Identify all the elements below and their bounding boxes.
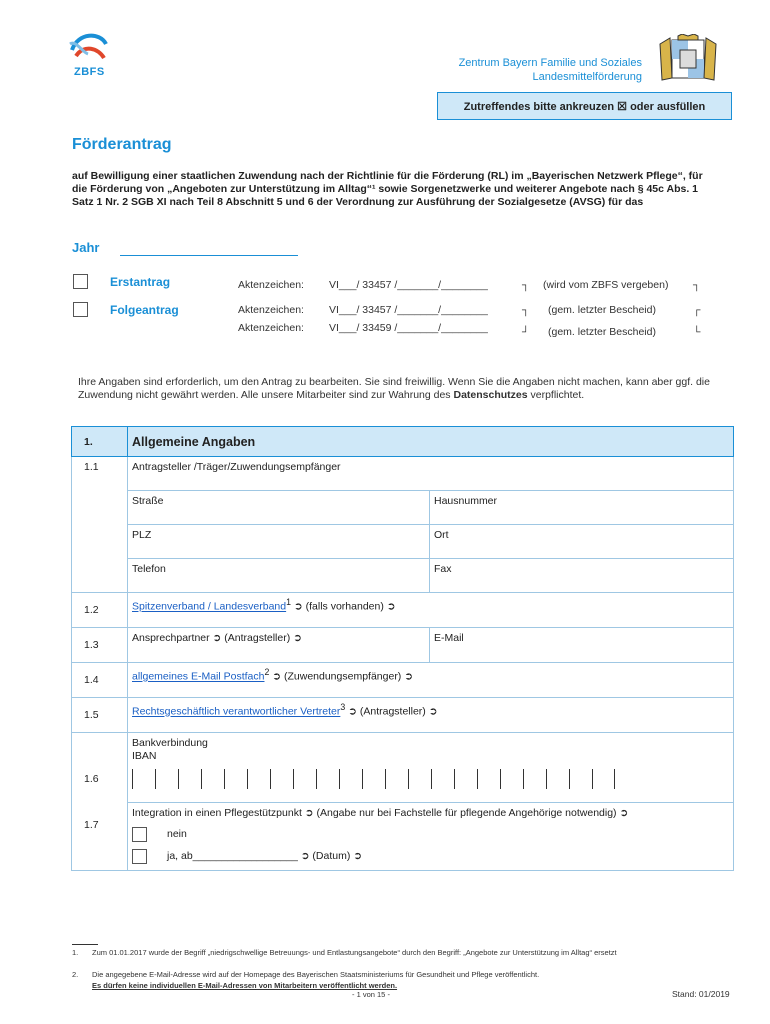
table-row [72,698,734,733]
phone-field[interactable]: Telefon [128,559,430,593]
corner-mark-3: ┐ [522,304,530,316]
umbrella-association-link[interactable]: Spitzenverband / Landesverband [132,600,287,613]
privacy-text: Ihre Angaben sind erforderlich, um den Antrag zu bearbeiten. Sie sind freiwillig. Wenn Sie die Angaben nicht machen, kann aber ggf. die Zuwendung nicht gewährt werden. Alle unsere Mitarbeiter sind zur Wahrung des [78,376,710,401]
table-row [72,525,734,559]
az-note-2: (gem. letzter Bescheid) [548,304,656,316]
row-number-17: 1.7 [84,818,99,831]
row-number-16-17 [72,733,128,871]
footnote-1-number: 1. [72,948,79,957]
fax-field[interactable]: Fax [430,559,734,593]
bank-label: Bankverbindung [132,737,208,749]
table-row [72,491,734,525]
corner-mark-2: ┐ [693,279,701,291]
table-row [72,559,734,593]
page-number: - 1 von 15 - [352,990,390,999]
table-row [72,628,734,663]
bavarian-coat-of-arms-icon [656,34,720,84]
row-number: 1.1 [72,457,128,593]
table-row [72,593,734,628]
umbrella-association-field[interactable] [128,593,734,628]
care-point-label: Integration in einen Pflegestützpunkt ➲ (Angabe nur bei Fachstelle für pflegende Angehörige notwendig) ➲ [132,807,629,819]
footnote-1: Zum 01.01.2017 wurde der Begriff „niedrigschwellige Betreuungs- und Entlastungsangebote“ durch den Begriff: „Angebote zur Unterstützung im Alltag“ ersetzt [92,948,617,957]
az-note-1: (wird vom ZBFS vergeben) [543,279,669,291]
az-label-3: Aktenzeichen: [238,322,304,334]
footnote-2-warning: Es dürfen keine individuellen E-Mail-Adressen von Mitarbeitern veröffentlicht werden. [92,981,398,990]
row-number-16: 1.6 [84,772,99,785]
street-field[interactable]: Straße [128,491,430,525]
email-field[interactable]: E-Mail [430,628,734,663]
footnote-2-number: 2. [72,970,79,979]
privacy-text-end: verpflichtet. [527,389,585,401]
section-number: 1. [72,427,128,457]
year-input[interactable] [120,255,298,256]
mailbox-hint: ➲ (Zuwendungsempfänger) ➲ [269,670,414,683]
section-title: Allgemeine Angaben [128,427,734,457]
az-field-2[interactable]: VI___/ 33457 /_______/________ [329,304,488,316]
applicant-label: Antragsteller /Träger/Zuwendungsempfänger [128,457,734,491]
city-field[interactable]: Ort [430,525,734,559]
iban-input[interactable] [132,769,729,789]
nein-label: nein [167,828,187,840]
org-line-1: Zentrum Bayern Familie und Soziales [458,57,642,69]
representative-link[interactable]: Rechtsgeschäftlich verantwortlicher Vertreter [132,705,341,718]
folgeantrag-label: Folgeantrag [110,303,179,317]
corner-mark-4: ┌ [693,304,701,316]
az-note-3: (gem. letzter Bescheid) [548,326,656,338]
footnote-2: Die angegebene E-Mail-Adresse wird auf der Homepage des Bayerischen Staatsministeriums für Gesundheit und Pflege veröffentlicht. [92,970,540,979]
representative-hint: ➲ (Antragsteller) ➲ [345,705,438,718]
row-number: 1.5 [72,698,128,733]
erstantrag-label: Erstantrag [110,275,171,289]
ja-date-field[interactable]: ja, ab__________________ ➲ (Datum) ➲ [167,850,363,862]
row-number: 1.4 [72,663,128,698]
row-number: 1.2 [72,593,128,628]
mailbox-field[interactable] [128,663,734,698]
table-row [72,733,734,803]
house-number-field[interactable]: Hausnummer [430,491,734,525]
intro-text: auf Bewilligung einer staatlichen Zuwendung nach der Richtlinie für die Förderung (RL) im „Bayerischen Netzwerk Pflege“, für die Förderung von „Angeboten zur Unterstützung im Alltag“¹ sowie Sorgenetzwerke und weiterer Angebote nach § 45c Abs. 1 Satz 1 Nr. 2 SGB XI nach Teil 8 Abschnitt 5 und 6 der Verordnung zur Ausführung der Sozialgesetze (AVSG) für das [72,170,703,208]
mailbox-link[interactable]: allgemeines E-Mail Postfach [132,670,265,683]
privacy-note [78,376,718,402]
az-field-1[interactable]: VI___/ 33457 /_______/________ [329,279,488,291]
table-row [72,457,734,491]
footnote-ref: 2 [264,667,270,677]
plz-field[interactable]: PLZ [128,525,430,559]
representative-field[interactable] [128,698,734,733]
instruction-banner: Zutreffendes bitte ankreuzen ☒ oder ausfüllen [437,92,732,120]
corner-mark-5: ┘ [522,326,530,338]
zbfs-logo-icon [66,30,112,64]
iban-label: IBAN [132,750,157,762]
az-label-2: Aktenzeichen: [238,304,304,316]
erstantrag-checkbox[interactable] [73,274,88,289]
footnote-divider [72,944,98,945]
care-point-block [128,803,734,871]
footnote-ref: 1 [286,597,291,607]
privacy-bold: Datenschutzes [453,389,528,401]
bank-details [128,733,734,803]
folgeantrag-checkbox[interactable] [73,302,88,317]
nein-checkbox[interactable] [132,827,147,842]
table-row [72,803,734,871]
logo-text: ZBFS [74,66,105,78]
corner-mark-6: └ [693,326,701,338]
section-header [72,427,734,457]
footnote-ref: 3 [340,702,346,712]
az-field-3[interactable]: VI___/ 33459 /_______/________ [329,322,488,334]
contact-person-field[interactable]: Ansprechpartner ➲ (Antragsteller) ➲ [128,628,430,663]
umbrella-association-hint: ➲ (falls vorhanden) ➲ [291,600,396,613]
general-info-table [71,426,734,871]
org-line-2: Landesmittelförderung [532,71,642,83]
page-title: Förderantrag [72,136,172,153]
row-number: 1.3 [72,628,128,663]
revision-date: Stand: 01/2019 [672,989,730,999]
table-row [72,663,734,698]
corner-mark-1: ┐ [522,279,530,291]
az-label-1: Aktenzeichen: [238,279,304,291]
year-label: Jahr [72,240,100,255]
org-name [459,56,642,84]
ja-checkbox[interactable] [132,849,147,864]
